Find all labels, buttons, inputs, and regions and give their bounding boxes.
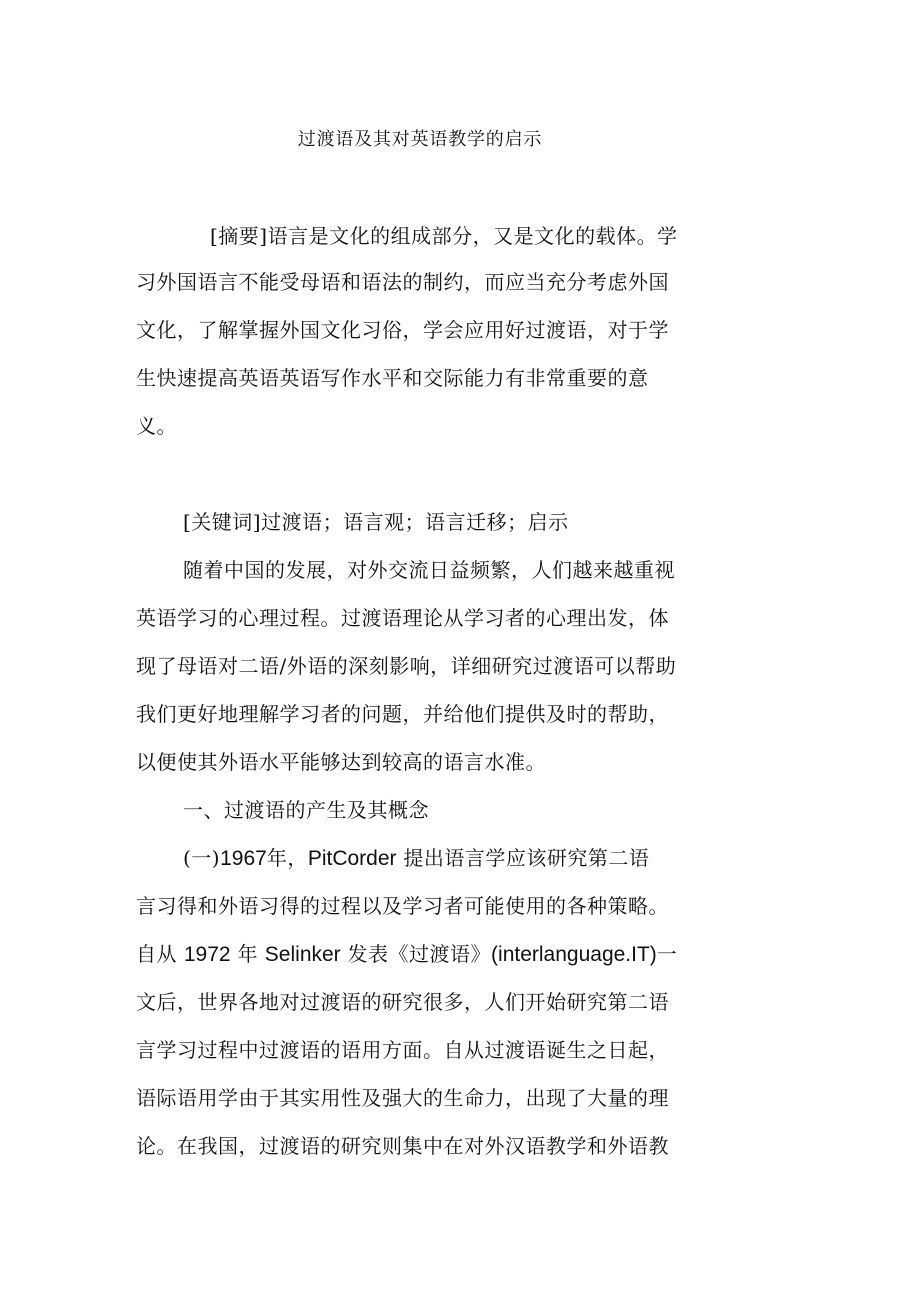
intro-line: 随着中国的发展，对外交流日益频繁，人们越来越重视: [183, 558, 675, 582]
year-text: 1972: [183, 943, 231, 966]
keywords-line: [关键词]过渡语；语言观；语言迁移；启示: [183, 510, 569, 534]
text-run: 一: [656, 942, 678, 966]
section-para-line: 言习得和外语习得的过程以及学习者可能使用的各种策略。: [136, 894, 669, 918]
term-text: (interlanguage.IT): [491, 943, 657, 966]
section-heading: 一、过渡语的产生及其概念: [183, 798, 429, 822]
intro-line: 现了母语对二语/外语的深刻影响，详细研究过渡语可以帮助: [136, 654, 677, 678]
section-para-line: [136, 940, 677, 968]
author-name: Selinker: [264, 943, 341, 966]
text-run: 自从: [136, 942, 177, 966]
abstract-line: 文化，了解掌握外国文化习俗，学会应用好过渡语，对于学: [136, 318, 669, 342]
year-text: 1967: [220, 847, 267, 870]
intro-line: 英语学习的心理过程。过渡语理论从学习者的心理出发，体: [136, 606, 669, 630]
text-run: 年: [237, 942, 258, 966]
section-para-line: 文后，世界各地对过渡语的研究很多，人们开始研究第二语: [136, 990, 669, 1014]
section-para-line: 语际语用学由于其实用性及强大的生命力，出现了大量的理: [136, 1086, 669, 1110]
abstract-line: 义。: [136, 414, 177, 438]
text-run: 年，: [266, 846, 308, 870]
abstract-line: 习外国语言不能受母语和语法的制约，而应当充分考虑外国: [136, 270, 669, 294]
intro-line: 以便使其外语水平能够达到较高的语言水准。: [136, 750, 546, 774]
abstract-line: 生快速提高英语英语写作水平和交际能力有非常重要的意: [136, 366, 649, 390]
section-para-line: 论。在我国，过渡语的研究则集中在对外汉语教学和外语教: [136, 1134, 669, 1158]
document-title: 过渡语及其对英语教学的启示: [297, 129, 543, 150]
text-run: (一): [183, 846, 221, 870]
section-para-line: 言学习过程中过渡语的语用方面。自从过渡语诞生之日起，: [136, 1038, 669, 1062]
author-name: PitCorder: [307, 847, 397, 870]
abstract-line: [摘要]语言是文化的组成部分，又是文化的载体。学: [210, 224, 678, 248]
text-run: 提出语言学应该研究第二语: [403, 846, 650, 870]
intro-line: 我们更好地理解学习者的问题，并给他们提供及时的帮助，: [136, 702, 669, 726]
text-run: 发表《过渡语》: [347, 942, 492, 966]
section-para-line: [183, 844, 649, 872]
